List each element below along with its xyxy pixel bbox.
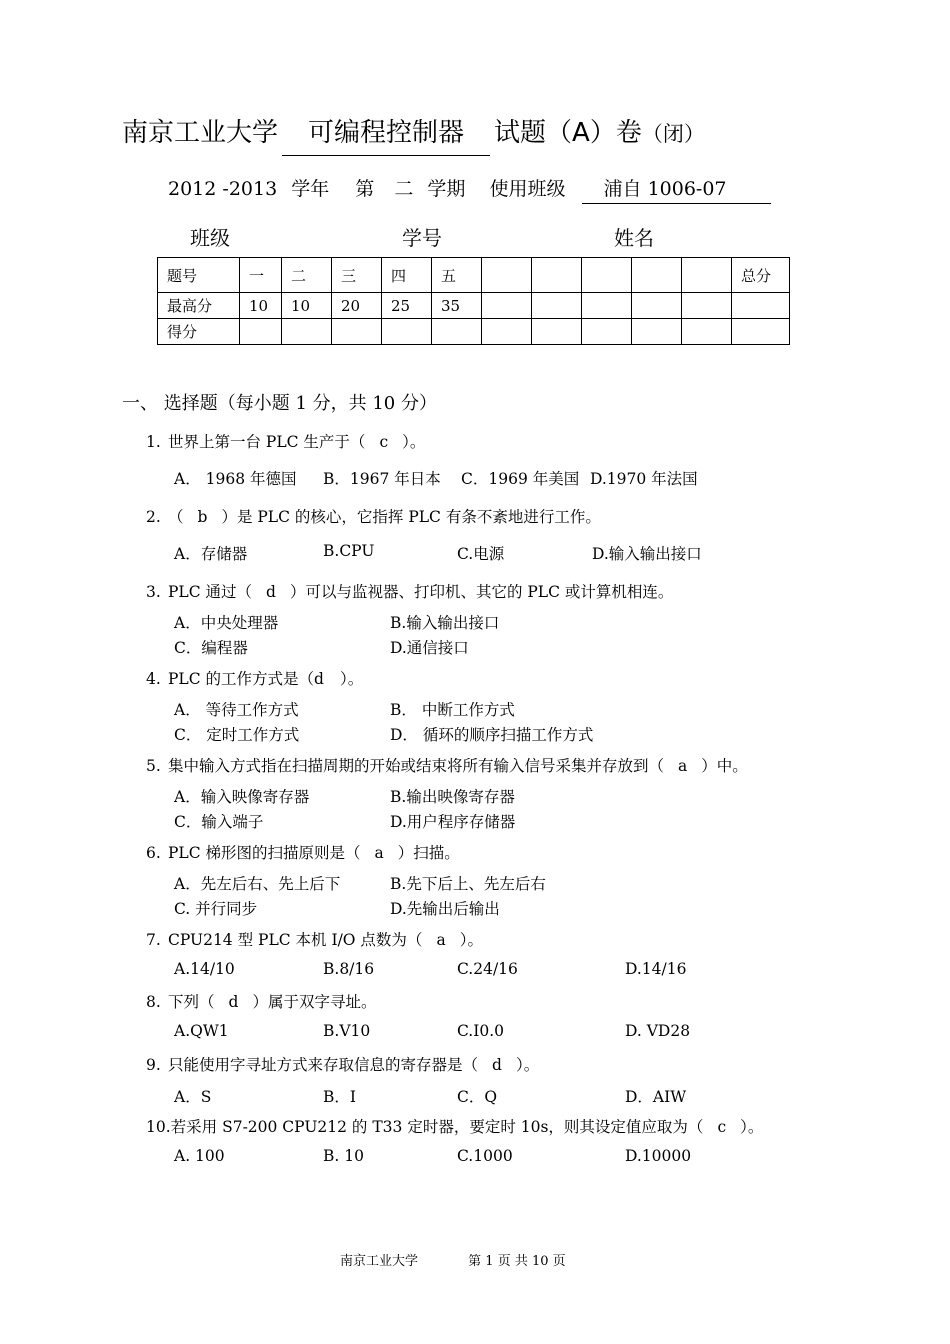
- university-name: 南京工业大学: [122, 118, 279, 148]
- option: C．编程器: [174, 639, 248, 657]
- table-cell: [682, 293, 732, 319]
- table-cell: [532, 319, 582, 345]
- table-cell: 20: [332, 293, 382, 319]
- footer-page-number: 第 1 页 共 10 页: [468, 1254, 566, 1269]
- question-7: 7. CPU214 型 PLC 本机 I/O 点数为（ a ）。: [146, 931, 483, 949]
- table-cell: 10: [240, 293, 282, 319]
- table-cell: 二: [282, 258, 332, 293]
- option: C． 定时工作方式: [174, 726, 300, 744]
- table-cell: [382, 319, 432, 345]
- option: C. 并行同步: [174, 900, 258, 918]
- footer-school: 南京工业大学: [340, 1254, 419, 1269]
- class-label: 使用班级: [489, 178, 566, 200]
- table-cell: 题号: [158, 258, 240, 293]
- option: B.先下后上、先左后右: [390, 875, 546, 893]
- question-number: 1.: [146, 433, 161, 451]
- table-cell: [482, 319, 532, 345]
- table-cell: [582, 258, 632, 293]
- table-cell: 35: [432, 293, 482, 319]
- section-heading: 一、 选择题（每小题 1 分，共 10 分）: [122, 393, 437, 414]
- question-number: 5.: [146, 757, 161, 775]
- option: D.1970 年法国: [590, 470, 698, 488]
- table-cell: [532, 258, 582, 293]
- table-cell: 得分: [158, 319, 240, 345]
- table-cell: [240, 319, 282, 345]
- table-cell: [732, 293, 790, 319]
- option: C．Q: [457, 1088, 498, 1106]
- question-6: 6. PLC 梯形图的扫描原则是（ a ）扫描。: [146, 844, 460, 862]
- question-number: 7.: [146, 931, 161, 949]
- table-cell: 10: [282, 293, 332, 319]
- table-cell: [682, 319, 732, 345]
- option: A．先左后右、先上后下: [174, 875, 341, 893]
- table-cell: [682, 258, 732, 293]
- student-id-label: 学号: [402, 226, 442, 250]
- question-number: 6.: [146, 844, 161, 862]
- table-row: [158, 293, 790, 319]
- option: C.I0.0: [457, 1022, 505, 1040]
- student-class-label: 班级: [190, 226, 230, 250]
- option: B.输入输出接口: [390, 614, 500, 632]
- term-line: [168, 174, 771, 204]
- answer: d: [492, 1056, 502, 1074]
- table-cell: 四: [382, 258, 432, 293]
- option: A．中央处理器: [174, 614, 279, 632]
- question-number: 3.: [146, 583, 161, 601]
- answer: c: [717, 1118, 727, 1136]
- question-10: 10.若采用 S7-200 CPU212 的 T33 定时器，要定时 10s，则其设定值应取为（ c ）。: [146, 1118, 764, 1136]
- answer: d: [228, 993, 239, 1011]
- option: B.CPU: [323, 542, 375, 560]
- table-cell: [632, 293, 682, 319]
- question-9: 9. 只能使用字寻址方式来存取信息的寄存器是（ d ）。: [146, 1056, 540, 1074]
- table-cell: [732, 319, 790, 345]
- option: B.8/16: [323, 960, 375, 978]
- table-cell: [432, 319, 482, 345]
- page-footer: [340, 1250, 566, 1269]
- option: A． 1968 年德国: [174, 470, 297, 488]
- answer: a: [678, 757, 688, 775]
- question-3: 3. PLC 通过（ d ）可以与监视器、打印机、其它的 PLC 或计算机相连。: [146, 583, 674, 601]
- question-5: 5. 集中输入方式指在扫描周期的开始或结束将所有输入信号采集并存放到（ a ）中。: [146, 757, 748, 775]
- exam-title: [122, 112, 705, 156]
- option: D.通信接口: [390, 639, 469, 657]
- option: A.QW1: [174, 1022, 229, 1040]
- option: B.输出映像寄存器: [390, 788, 515, 806]
- question-number: 8.: [146, 993, 161, 1011]
- option: C.电源: [457, 545, 505, 563]
- table-row: [158, 258, 790, 293]
- option: C.1000: [457, 1147, 513, 1165]
- table-cell: [632, 258, 682, 293]
- option: A.14/10: [174, 960, 235, 978]
- question-8: 8. 下列（ d ）属于双字寻址。: [146, 993, 377, 1011]
- option: C．1969 年美国: [461, 470, 580, 488]
- option: A．S: [174, 1088, 212, 1106]
- question-number: 4.: [146, 670, 161, 688]
- option: A．输入映像寄存器: [174, 788, 310, 806]
- option: A．存储器: [174, 545, 248, 563]
- option: D．AIW: [625, 1088, 687, 1106]
- question-number: 9.: [146, 1056, 161, 1074]
- option: A． 等待工作方式: [174, 701, 299, 719]
- option: B．I: [323, 1088, 357, 1106]
- table-cell: [532, 293, 582, 319]
- table-row: [158, 319, 790, 345]
- option: D.14/16: [625, 960, 687, 978]
- closed-book-mark: （闭）: [641, 122, 705, 146]
- question-number: 2.: [146, 508, 161, 526]
- answer: d: [266, 583, 276, 601]
- option: C.24/16: [457, 960, 518, 978]
- table-cell: [282, 319, 332, 345]
- di-label: 第: [355, 178, 375, 200]
- question-4: 4. PLC 的工作方式是（d ）。: [146, 670, 364, 688]
- option: D.先输出后输出: [390, 900, 500, 918]
- table-cell: [632, 319, 682, 345]
- option: B.V10: [323, 1022, 371, 1040]
- option: B. 10: [323, 1147, 364, 1165]
- table-cell: 总分: [732, 258, 790, 293]
- class-value: 浦自 1006-07: [582, 174, 771, 204]
- table-cell: [482, 293, 532, 319]
- answer: c: [379, 433, 389, 451]
- table-cell: 五: [432, 258, 482, 293]
- table-cell: 三: [332, 258, 382, 293]
- academic-years: 2012 -2013: [168, 178, 278, 200]
- question-1: 1. 世界上第一台 PLC 生产于（ c ）。: [146, 433, 426, 451]
- table-cell: [482, 258, 532, 293]
- score-table: [157, 257, 790, 345]
- option: D. VD28: [625, 1022, 691, 1040]
- option: D.输入输出接口: [592, 545, 702, 563]
- option: C．输入端子: [174, 813, 264, 831]
- answer: b: [197, 508, 208, 526]
- student-name-label: 姓名: [614, 226, 654, 250]
- question-number: 10.: [146, 1118, 171, 1136]
- option: D.用户程序存储器: [390, 813, 516, 831]
- table-cell: [582, 293, 632, 319]
- table-cell: 25: [382, 293, 432, 319]
- answer: a: [374, 844, 384, 862]
- xuenian-label: 学年: [291, 178, 330, 200]
- option: B． 中断工作方式: [390, 701, 515, 719]
- table-cell: 一: [240, 258, 282, 293]
- table-cell: 最高分: [158, 293, 240, 319]
- question-2: 2. （ b ）是 PLC 的核心，它指挥 PLC 有条不紊地进行工作。: [146, 508, 601, 526]
- table-cell: [332, 319, 382, 345]
- exam-type: 试题（A）卷: [494, 118, 642, 148]
- option: B．1967 年日本: [323, 470, 441, 488]
- answer: a: [436, 931, 446, 949]
- course-name: 可编程控制器: [282, 112, 490, 156]
- xueqi-label: 学期: [427, 178, 466, 200]
- semester-number: 二: [394, 178, 414, 200]
- option: A. 100: [174, 1147, 225, 1165]
- table-cell: [582, 319, 632, 345]
- option: D.10000: [625, 1147, 692, 1165]
- option: D． 循环的顺序扫描工作方式: [390, 726, 594, 744]
